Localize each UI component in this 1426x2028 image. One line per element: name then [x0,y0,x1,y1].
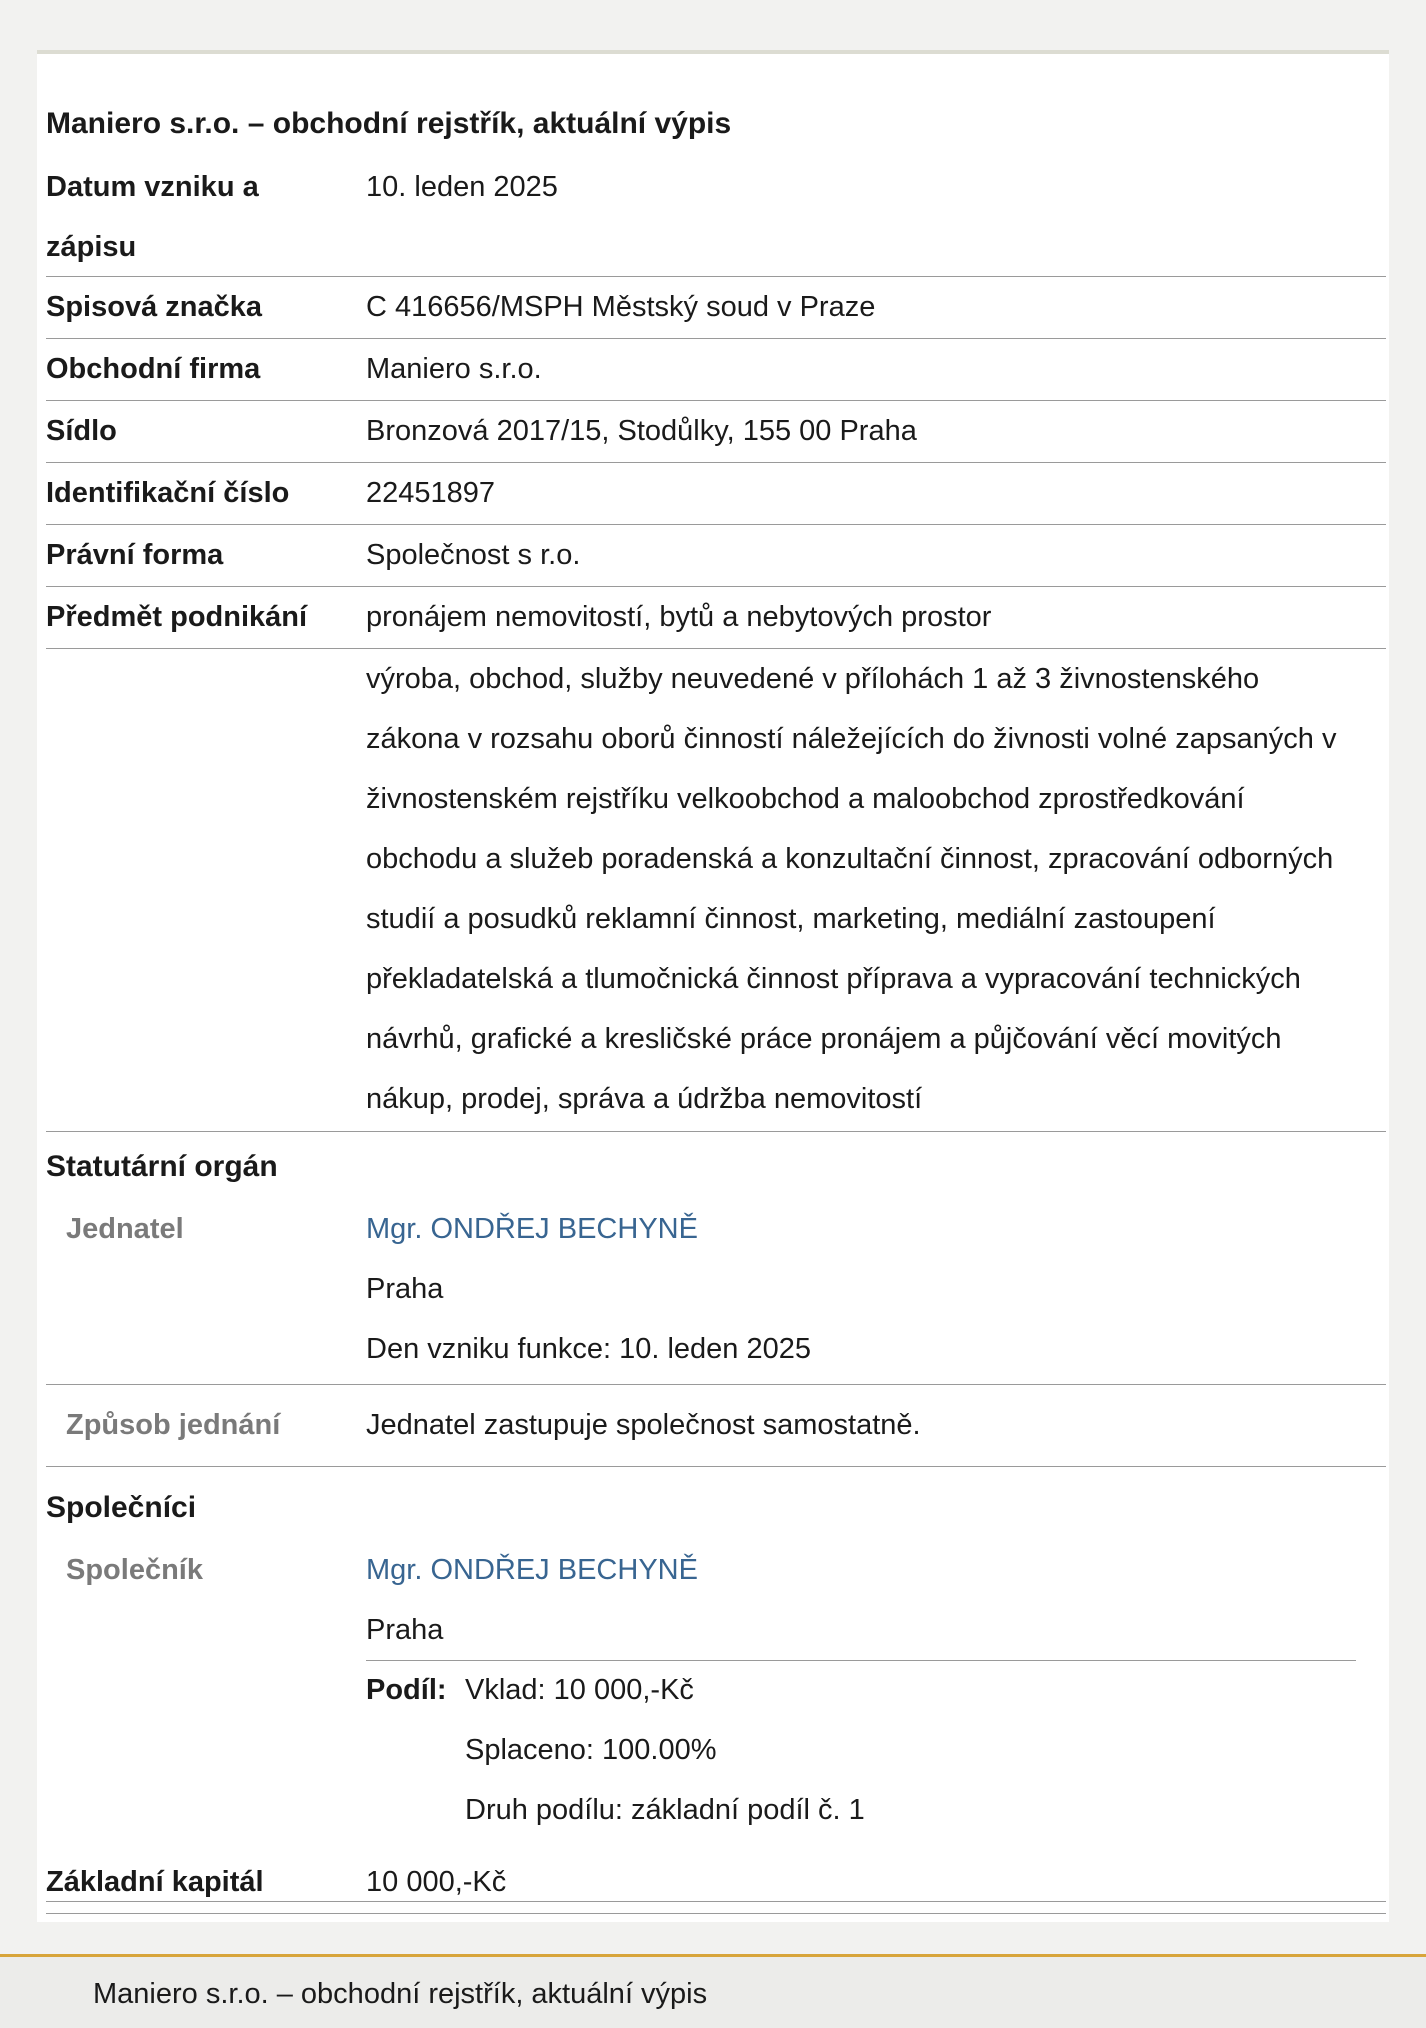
label-predmet-podnikani: Předmět podnikání [46,601,308,633]
jednatel-city: Praha [366,1273,444,1305]
value-spolecnik [366,1540,1366,1660]
jednatel-since: Den vzniku funkce: 10. leden 2025 [366,1333,811,1365]
predmet-line: zákona v rozsahu oborů činností náležejících do živnosti volné zapsaných v [366,723,1337,755]
value-zpusob-jednani: Jednatel zastupuje společnost samostatně. [366,1409,921,1441]
podil-splaceno: Splaceno: 100.00% [465,1734,717,1766]
label-ico: Identifikační číslo [46,477,290,509]
row-zakladni-kapital [46,1852,1386,1914]
row-predmet-podnikani [46,587,1386,649]
value-ico: 22451897 [366,477,496,509]
row-sidlo [46,401,1386,463]
spolecnik-city: Praha [366,1614,444,1646]
section-title-spolecnici: Společníci [46,1491,197,1524]
value-zakladni-kapital: 10 000,-Kč [366,1866,507,1898]
podil-druh: Druh podílu: základní podíl č. 1 [465,1794,865,1826]
footer-title: Maniero s.r.o. – obchodní rejstřík, aktuální výpis [93,1978,708,2010]
label-sidlo: Sídlo [46,415,117,447]
section-title-statutarni-organ: Statutární orgán [46,1150,278,1183]
row-zpusob-jednani [46,1385,1386,1467]
label-datum-vzniku-line-2: zápisu [46,231,137,263]
value-jednatel [366,1199,1366,1379]
footer-bar [0,1954,1426,2028]
registry-extract-panel [37,50,1389,1922]
predmet-line: živnostenském rejstříku velkoobchod a maloobchod zprostředkování [366,783,1245,815]
label-datum-vzniku [46,157,346,277]
value-podil [465,1660,865,1840]
label-jednatel: Jednatel [66,1213,184,1245]
predmet-line: výroba, obchod, služby neuvedené v přílohách 1 až 3 živnostenského [366,663,1260,695]
value-datum-vzniku: 10. leden 2025 [366,171,558,203]
label-spisova-znacka: Spisová značka [46,291,262,323]
jednatel-name-link[interactable]: Mgr. ONDŘEJ BECHYNĚ [366,1213,698,1245]
document-title: Maniero s.r.o. – obchodní rejstřík, aktuální výpis [46,107,732,140]
predmet-line: nákup, prodej, správa a údržba nemovitostí [366,1083,923,1115]
row-pravni-forma [46,525,1386,587]
predmet-line: obchodu a služeb poradenská a konzultační činnost, zpracování odborných [366,843,1334,875]
row-ico [46,463,1386,525]
row-spisova-znacka [46,277,1386,339]
label-obchodni-firma: Obchodní firma [46,353,261,385]
value-pravni-forma: Společnost s r.o. [366,539,581,571]
row-obchodni-firma [46,339,1386,401]
label-spolecnik: Společník [66,1554,203,1586]
row-spolecnik [46,1540,1386,1902]
value-sidlo: Bronzová 2017/15, Stodůlky, 155 00 Praha [366,415,917,447]
row-jednatel [46,1199,1386,1385]
predmet-line: návrhů, grafické a kresličské práce pronájem a půjčování věcí movitých [366,1023,1282,1055]
value-obchodni-firma: Maniero s.r.o. [366,353,542,385]
label-zakladni-kapital: Základní kapitál [46,1866,264,1898]
spolecnik-name-link[interactable]: Mgr. ONDŘEJ BECHYNĚ [366,1554,698,1586]
row-predmet-podnikani-2 [46,649,1386,1132]
row-datum-vzniku [46,157,1386,277]
label-datum-vzniku-line-1: Datum vzniku a [46,171,259,203]
predmet-line: překladatelská a tlumočnická činnost příprava a vypracování technických [366,963,1301,995]
label-zpusob-jednani: Způsob jednání [66,1409,281,1441]
value-predmet-1: pronájem nemovitostí, bytů a nebytových prostor [366,601,992,633]
label-pravni-forma: Právní forma [46,539,224,571]
label-podil: Podíl: [366,1674,447,1706]
value-predmet-2 [366,649,1366,1129]
podil-vklad: Vklad: 10 000,-Kč [465,1674,694,1706]
value-spisova-znacka: C 416656/MSPH Městský soud v Praze [366,291,876,323]
predmet-line: studií a posudků reklamní činnost, marketing, mediální zastoupení [366,903,1216,935]
